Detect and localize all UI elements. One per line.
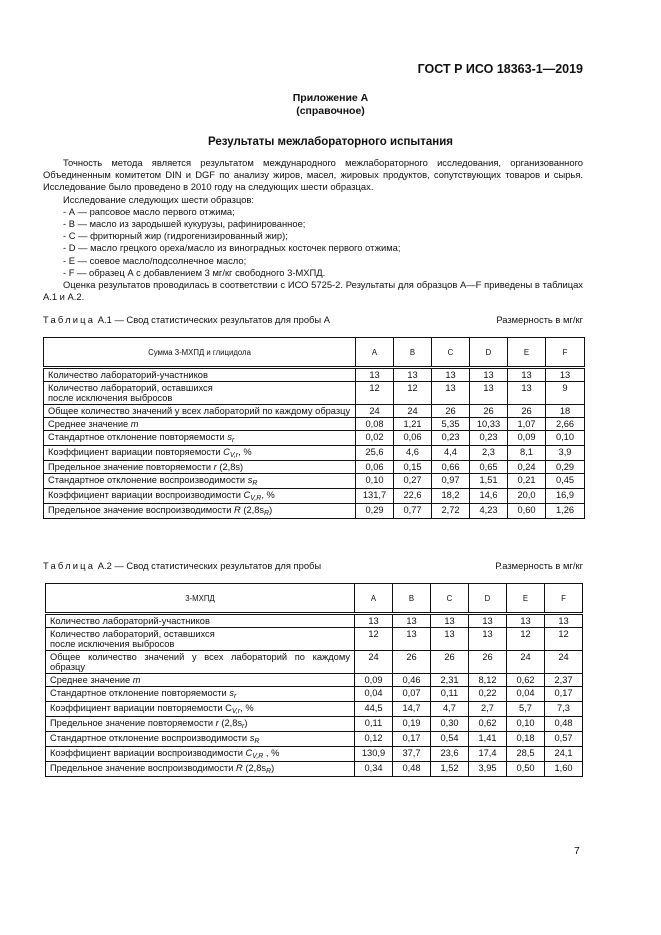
- table2-caption-text: Таблица А.2 — Свод статистических результатов для пробы: [43, 560, 322, 571]
- table-row: [46, 717, 583, 732]
- row-label: [44, 382, 356, 405]
- cell-value: 0,60: [508, 504, 546, 519]
- cell-value: 12: [356, 382, 394, 405]
- samples-intro: Исследование следующих шести образцов:: [63, 193, 255, 205]
- cell-value: 0,34: [355, 762, 393, 777]
- row-label: [46, 762, 355, 777]
- row-label-text: Предельное значение воспроизводимости: [50, 763, 237, 773]
- cell-value: 0,09: [355, 674, 393, 687]
- suffix: ): [244, 718, 248, 728]
- sample-item: - В — масло из зародышей кукурузы, рафинированное;: [63, 218, 306, 230]
- subscript: V,r: [229, 452, 239, 459]
- cell-value: 23,6: [431, 747, 469, 762]
- cell-value: 13: [508, 368, 546, 382]
- row-label-text: Количество лабораторий-участников: [50, 616, 210, 626]
- cell-value: 8,12: [469, 674, 507, 687]
- subscript: R: [252, 480, 258, 487]
- row-label: [46, 747, 355, 762]
- subscript: R: [266, 768, 272, 775]
- cell-value: 0,62: [507, 674, 545, 687]
- evaluation-paragraph: Оценка результатов проводилась в соответствии с ИСО 5725-2. Результаты для образцов А—F приведены в таблицах А.1 и А.2.: [43, 279, 583, 303]
- table-row: [44, 461, 585, 474]
- row-label-text: Стандартное отклонение воспроизводимости: [48, 475, 248, 485]
- column-header-f: F: [545, 584, 583, 614]
- annex-title: Приложение А: [292, 92, 369, 104]
- cell-value: 7,3: [545, 702, 583, 717]
- subscript: V,R: [252, 753, 264, 760]
- cell-value: 0,65: [470, 461, 508, 474]
- header-label: Сумма 3-МХПД и глицидола: [44, 338, 356, 368]
- cell-value: 0,06: [356, 461, 394, 474]
- standard-code: ГОСТ Р ИСО 18363-1—2019: [417, 62, 583, 76]
- row-label-line2: после исключения выбросов: [48, 393, 173, 403]
- row-label-text: Среднее значение: [50, 675, 133, 685]
- sample-item: - Е — соевое масло/подсолнечное масло;: [63, 254, 247, 266]
- cell-value: 0,17: [545, 687, 583, 702]
- cell-value: 0,77: [394, 504, 432, 519]
- cell-value: 18,2: [432, 489, 470, 504]
- table-row: [44, 474, 585, 489]
- symbol: r: [213, 462, 217, 472]
- symbol: R: [234, 505, 241, 515]
- cell-value: 0,08: [356, 418, 394, 431]
- cell-value: 1,51: [470, 474, 508, 489]
- table1-units: Размерность в мг/кг: [496, 314, 583, 325]
- column-header-e: E: [507, 584, 545, 614]
- cell-value: 2,3: [470, 446, 508, 461]
- row-label: [46, 674, 355, 687]
- cell-value: 37,7: [393, 747, 431, 762]
- table1-caption: [43, 314, 583, 325]
- cell-value: 2,31: [431, 674, 469, 687]
- cell-value: 20,0: [508, 489, 546, 504]
- table-row: [44, 446, 585, 461]
- cell-value: 0,22: [469, 687, 507, 702]
- suffix: , %: [240, 703, 254, 713]
- column-header-b: B: [393, 584, 431, 614]
- table-row: [44, 431, 585, 446]
- cell-value: 0,06: [394, 431, 432, 446]
- row-label-text: Предельное значение воспроизводимости: [48, 505, 235, 515]
- symbol: r: [215, 718, 219, 728]
- subscript: r: [231, 437, 235, 444]
- cell-value: 0,24: [508, 461, 546, 474]
- cell-value: 130,9: [355, 747, 393, 762]
- sample-item: - F — образец А с добавлением 3 мг/кг свободного 3-МХПД.: [63, 266, 326, 278]
- cell-value: 13: [545, 614, 583, 628]
- cell-value: 22,6: [394, 489, 432, 504]
- symbol: m: [130, 419, 139, 429]
- suffix: (2,8s: [242, 763, 267, 773]
- row-label: [44, 489, 356, 504]
- column-header-b: B: [394, 338, 432, 368]
- cell-value: 13: [355, 614, 393, 628]
- row-label: [44, 474, 356, 489]
- cell-value: 26: [431, 651, 469, 674]
- cell-value: 0,12: [355, 732, 393, 747]
- cell-value: 13: [508, 382, 546, 405]
- column-header-a: A: [355, 584, 393, 614]
- cell-value: 0,04: [355, 687, 393, 702]
- cell-value: 26: [469, 651, 507, 674]
- cell-value: 2,7: [469, 702, 507, 717]
- row-label-text: Стандартное отклонение повторяемости: [50, 688, 230, 698]
- column-header-e: E: [508, 338, 546, 368]
- row-label-text: Общее количество значений у всех лабораторий по каждому образцу: [48, 406, 351, 416]
- cell-value: 0,10: [507, 717, 545, 732]
- suffix: , %: [263, 748, 280, 758]
- symbol: C: [223, 447, 230, 457]
- sample-item: - D — масло грецкого ореха/масло из виноградных косточек первого отжима;: [63, 242, 401, 254]
- cell-value: 0,18: [507, 732, 545, 747]
- cell-value: 4,4: [432, 446, 470, 461]
- cell-value: 0,09: [508, 431, 546, 446]
- cell-value: 13: [469, 628, 507, 651]
- cell-value: 9: [546, 382, 585, 405]
- cell-value: 0,29: [356, 504, 394, 519]
- cell-value: 24: [356, 405, 394, 418]
- cell-value: 0,15: [394, 461, 432, 474]
- symbol: s: [229, 688, 234, 698]
- cell-value: 3,9: [546, 446, 585, 461]
- cell-value: 12: [394, 382, 432, 405]
- column-header-c: C: [432, 338, 470, 368]
- row-label: [44, 446, 356, 461]
- cell-value: 5,35: [432, 418, 470, 431]
- cell-value: 0,23: [470, 431, 508, 446]
- cell-value: 13: [432, 368, 470, 382]
- cell-value: 1,21: [394, 418, 432, 431]
- row-label: [46, 651, 355, 674]
- cell-value: 131,7: [356, 489, 394, 504]
- row-label-text: Коэффициент вариации повторяемости C: [50, 703, 232, 713]
- annex-heading: [0, 92, 661, 118]
- cell-value: 17,4: [469, 747, 507, 762]
- cell-value: 0,04: [507, 687, 545, 702]
- body-text: [43, 157, 583, 303]
- table-header-row: [44, 338, 585, 368]
- cell-value: 0,02: [356, 431, 394, 446]
- sample-item: - С — фритюрный жир (гидрогенизированный жир);: [63, 230, 288, 242]
- cell-value: 0,48: [393, 762, 431, 777]
- cell-value: 0,07: [393, 687, 431, 702]
- row-label-text: Коэффициент вариации повторяемости: [48, 447, 224, 457]
- row-label: [46, 614, 355, 628]
- subscript: R: [264, 510, 270, 517]
- table-row: [46, 747, 583, 762]
- table-row: [44, 489, 585, 504]
- cell-value: 13: [432, 382, 470, 405]
- cell-value: 0,11: [431, 687, 469, 702]
- suffix: ): [271, 763, 275, 773]
- cell-value: 0,46: [393, 674, 431, 687]
- cell-value: 24: [545, 651, 583, 674]
- symbol: R: [236, 763, 243, 773]
- cell-value: 0,66: [432, 461, 470, 474]
- column-header-c: C: [431, 584, 469, 614]
- cell-value: 13: [470, 382, 508, 405]
- row-label-text: Предельное значение повторяемости: [48, 462, 214, 472]
- cell-value: 0,97: [432, 474, 470, 489]
- table-row: [44, 418, 585, 431]
- cell-value: 2,66: [546, 418, 585, 431]
- row-label-text: Коэффициент вариации воспроизводимости: [50, 748, 246, 758]
- section-title: Результаты межлабораторного испытания: [208, 136, 453, 148]
- cell-value: 0,29: [546, 461, 585, 474]
- subscript: V,R: [250, 495, 262, 502]
- table-a2: [45, 583, 583, 777]
- cell-value: 24: [507, 651, 545, 674]
- symbol: C: [243, 490, 251, 500]
- symbol: s: [227, 432, 232, 442]
- row-label-text: Количество лабораторий-участников: [48, 370, 208, 380]
- cell-value: 13: [393, 614, 431, 628]
- suffix: , %: [261, 490, 275, 500]
- cell-value: 4,6: [394, 446, 432, 461]
- cell-value: 1,41: [469, 732, 507, 747]
- cell-value: 5,7: [507, 702, 545, 717]
- cell-value: 0,30: [431, 717, 469, 732]
- cell-value: 24,1: [545, 747, 583, 762]
- table-row: [46, 687, 583, 702]
- cell-value: 13: [431, 628, 469, 651]
- cell-value: 14,7: [393, 702, 431, 717]
- row-label: [46, 732, 355, 747]
- cell-value: 13: [431, 614, 469, 628]
- row-label-line2: после исключения выбросов: [50, 639, 175, 649]
- page-number: 7: [574, 845, 580, 857]
- cell-value: 18: [546, 405, 585, 418]
- cell-value: 0,11: [355, 717, 393, 732]
- cell-value: 0,21: [508, 474, 546, 489]
- cell-value: 12: [545, 628, 583, 651]
- row-label-text: Количество лабораторий, оставшихся: [50, 629, 215, 639]
- cell-value: 1,60: [545, 762, 583, 777]
- row-label-text: Стандартное отклонение повторяемости: [48, 432, 228, 442]
- intro-paragraph: Точность метода является результатом международного межлабораторного исследования, организованного Объединенным комитетом DIN и DGF по анализу жиров, масел, жировых продуктов, сопутствующих товаров и сырья. Исследование было проведено в 2010 году на следующих шести образцах.: [43, 157, 583, 193]
- cell-value: 1,07: [508, 418, 546, 431]
- column-header-d: D: [470, 338, 508, 368]
- table-row: [46, 762, 583, 777]
- subscript: r: [233, 693, 237, 700]
- cell-value: 0,17: [393, 732, 431, 747]
- row-label: [44, 431, 356, 446]
- row-label: [44, 368, 356, 382]
- table1-caption-text: Таблица А.1 — Свод статистических результатов для пробы А: [43, 314, 331, 325]
- symbol: s: [249, 733, 255, 743]
- row-label: [46, 702, 355, 717]
- cell-value: 4,23: [470, 504, 508, 519]
- column-header-f: F: [546, 338, 585, 368]
- symbol: m: [132, 675, 141, 685]
- cell-value: 14,6: [470, 489, 508, 504]
- suffix: (2,8s: [240, 505, 265, 515]
- cell-value: 2,37: [545, 674, 583, 687]
- cell-value: 0,10: [546, 431, 585, 446]
- suffix: (2,8s: [218, 718, 243, 728]
- cell-value: 0,50: [507, 762, 545, 777]
- header-label: 3-МХПД: [46, 584, 355, 614]
- sample-item: - А — рапсовое масло первого отжима;: [63, 205, 235, 217]
- table-row: [44, 405, 585, 418]
- cell-value: 24: [394, 405, 432, 418]
- row-label-text: Среднее значение: [48, 419, 131, 429]
- table-row: [44, 504, 585, 519]
- cell-value: 4,7: [431, 702, 469, 717]
- row-label: [44, 504, 356, 519]
- row-label: [44, 405, 356, 418]
- cell-value: 13: [469, 614, 507, 628]
- cell-value: 13: [356, 368, 394, 382]
- table-row: [44, 382, 585, 405]
- table-row: [44, 368, 585, 382]
- suffix: ): [269, 505, 273, 515]
- table-row: [46, 732, 583, 747]
- symbol: s: [247, 475, 253, 485]
- cell-value: 1,52: [431, 762, 469, 777]
- cell-value: 13: [470, 368, 508, 382]
- column-header-d: D: [469, 584, 507, 614]
- cell-value: 26: [508, 405, 546, 418]
- cell-value: 1,26: [546, 504, 585, 519]
- subscript: V,r: [231, 708, 241, 715]
- table-row: [46, 674, 583, 687]
- subscript: R: [254, 738, 260, 745]
- cell-value: 24: [355, 651, 393, 674]
- row-label-text: Предельное значение повторяемости: [50, 718, 216, 728]
- cell-value: 26: [393, 651, 431, 674]
- cell-value: 0,54: [431, 732, 469, 747]
- suffix: , %: [238, 447, 252, 457]
- row-label: [44, 418, 356, 431]
- cell-value: 12: [355, 628, 393, 651]
- row-label-text: Коэффициент вариации воспроизводимости: [48, 490, 244, 500]
- cell-value: 0,23: [432, 431, 470, 446]
- column-header-a: A: [356, 338, 394, 368]
- row-label: [46, 717, 355, 732]
- row-label: [46, 687, 355, 702]
- table2-units: Р.азмерность в мг/кг: [495, 560, 583, 571]
- table-a1: [43, 337, 585, 519]
- table-row: [46, 614, 583, 628]
- cell-value: 0,48: [545, 717, 583, 732]
- cell-value: 2,72: [432, 504, 470, 519]
- annex-subtitle: (справочное): [296, 105, 365, 117]
- table-header-row: [46, 584, 583, 614]
- table-row: [46, 651, 583, 674]
- table-row: [46, 628, 583, 651]
- cell-value: 0,57: [545, 732, 583, 747]
- cell-value: 26: [432, 405, 470, 418]
- cell-value: 8,1: [508, 446, 546, 461]
- row-label-text: Количество лабораторий, оставшихся: [48, 383, 213, 393]
- subscript: r: [242, 723, 245, 730]
- cell-value: 13: [507, 614, 545, 628]
- cell-value: 44,5: [355, 702, 393, 717]
- cell-value: 28,5: [507, 747, 545, 762]
- cell-value: 13: [393, 628, 431, 651]
- cell-value: 3,95: [469, 762, 507, 777]
- row-label-text: Стандартное отклонение воспроизводимости: [50, 733, 250, 743]
- row-label-text: Общее количество значений у всех лабораторий по каждому образцу: [50, 652, 350, 672]
- cell-value: 10,33: [470, 418, 508, 431]
- cell-value: 25,6: [356, 446, 394, 461]
- symbol: C: [245, 748, 253, 758]
- cell-value: 26: [470, 405, 508, 418]
- table-row: [46, 702, 583, 717]
- row-label: [44, 461, 356, 474]
- cell-value: 0,27: [394, 474, 432, 489]
- cell-value: 0,62: [469, 717, 507, 732]
- cell-value: 13: [546, 368, 585, 382]
- cell-value: 12: [507, 628, 545, 651]
- cell-value: 0,45: [546, 474, 585, 489]
- cell-value: 0,10: [356, 474, 394, 489]
- cell-value: 0,19: [393, 717, 431, 732]
- cell-value: 13: [394, 368, 432, 382]
- table2-caption: [43, 560, 583, 571]
- cell-value: 16,9: [546, 489, 585, 504]
- suffix: (2,8s): [216, 462, 244, 472]
- row-label: [46, 628, 355, 651]
